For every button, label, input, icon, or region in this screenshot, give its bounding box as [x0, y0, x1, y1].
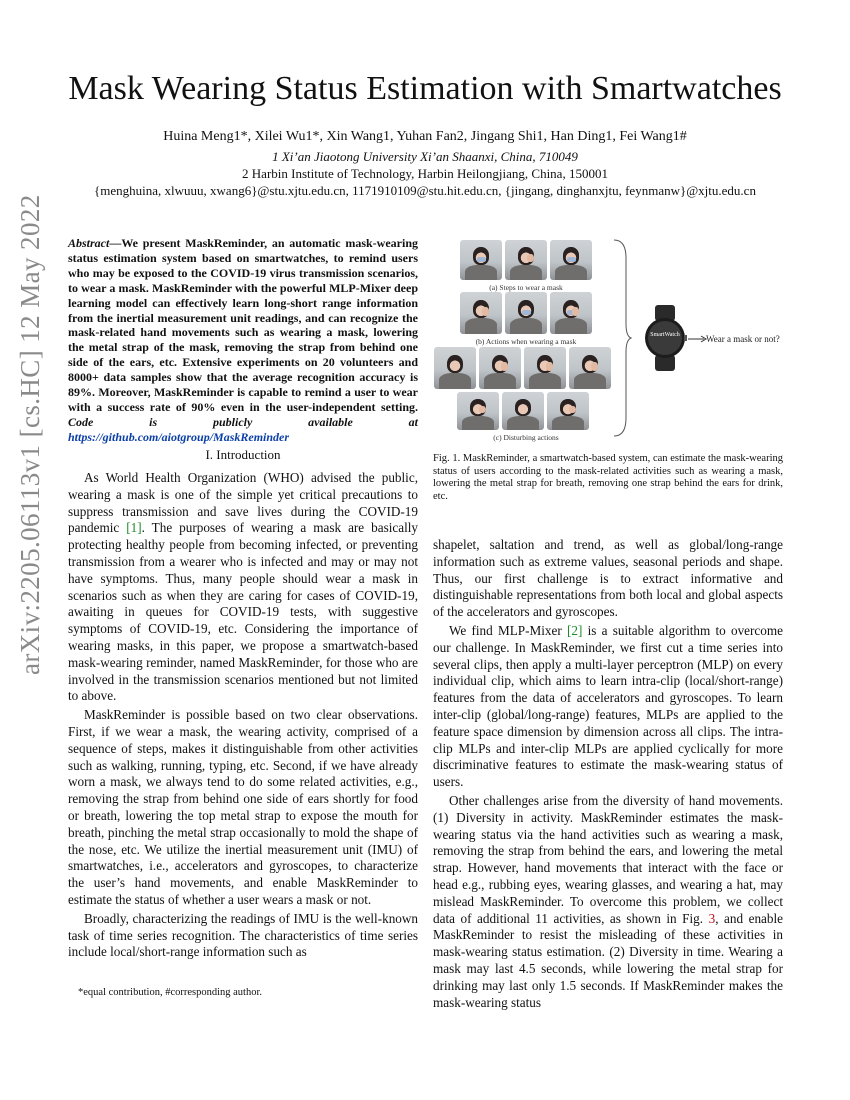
photo	[457, 392, 499, 430]
code-link[interactable]: https://github.com/aiotgroup/MaskReminder	[68, 429, 290, 444]
author-list: Huina Meng1*, Xilei Wu1*, Xin Wang1, Yuhan Fan2, Jingang Shi1, Han Ding1, Fei Wang1#	[163, 129, 687, 144]
figure-label-b: (b) Actions when wearing a mask	[475, 337, 577, 346]
smartwatch-icon	[643, 305, 687, 371]
photo	[505, 240, 547, 280]
output-label: Wear a mask or not?	[706, 334, 780, 344]
figure-label-c: (c) Disturbing actions	[493, 433, 559, 442]
citation-link[interactable]: [2]	[566, 622, 583, 638]
left-column	[68, 470, 418, 961]
paragraph: Broadly, characterizing the readings of IMU is the well-known task of time series recognition. The characteristics of time series include local/short-range information such as	[68, 910, 418, 960]
figure-label-a: (a) Steps to wear a mask	[489, 283, 563, 292]
affiliation-1: 1 Xi’an Jiaotong University Xi’an Shaanxi, China, 710049	[272, 149, 578, 164]
paragraph: Other challenges arise from the diversity of hand movements. (1) Diversity in activity. MaskReminder estimates the mask-wearing status via the hand activities such as wearing a mask, removing the strap from behind the ears, and lowering the metal strap. However, hand movements that interact with the face or head e.g., rubbing eyes, wearing glasses, and wearing a hat, may mislead MaskReminder. To overcome this problem, we collect data of additional 11 activities, as shown in Fig. 3, and enable MaskReminder to resist the misleading of these activities in mask-wearing status estimation. (2) Diversity in time. Wearing a mask may last 4.5 seconds, while lowering the metal strap for drinking may last only 1.5 seconds. If MaskReminder makes the mask-wearing status	[433, 792, 784, 1010]
figure-reference-link[interactable]: 3	[708, 910, 716, 926]
photo	[434, 347, 476, 389]
photo	[547, 392, 589, 430]
abstract-text: —We present MaskReminder, an automatic mask-wearing status estimation system based on smartwatches, to remind users who may be exposed to the COVID-19 virus transmission scenarios, to wear a mask. MaskReminder with the powerful MLP-Mixer deep learning model can effectively learn long-short range information from the inertial measurement unit readings, and can recognize the mask-related hand movements such as wearing a mask, lowering the metal strap of the mask, removing the strap from behind one side of the ears, etc. Extensive experiments on 20 volunteers and 8000+ data samples show that the average recognition accuracy is 89%. Moreover, MaskReminder is capable to remind a user to wear with a success rate of 90% even in the user-independent setting.	[68, 236, 418, 414]
figure-caption: Fig. 1. MaskReminder, a smartwatch-based system, can estimate the mask-wearing status of users according to the mask-related activities such as wearing a mask, lowering the metal strap for breath, removing one strap behind the ears for drink, etc.	[433, 453, 783, 502]
photo	[502, 392, 544, 430]
photo	[550, 240, 592, 280]
photo	[460, 292, 502, 334]
paragraph: We find MLP-Mixer [2] is a suitable algorithm to overcome our challenge. In MaskReminder, we first cut a time series into several clips, then apply a multi-layer perceptron (MLP) on every individual clip, which aims to learn intra-clip (local/short-range) features from the data of accelerators and gyroscopes. To learn inter-clip (global/long-range) features, MLPs are applied to the feature space dimension by dimension across all clips. The intra-clip MLPs and inter-clip MLPs are applied cyclically for more discriminative features to estimate the mask-wearing status of users.	[433, 622, 783, 790]
watch-text: SmartWatch	[650, 332, 680, 338]
abstract	[68, 236, 418, 445]
right-column	[433, 537, 783, 1011]
photo	[524, 347, 566, 389]
code-note: Code is publicly available at	[68, 414, 418, 429]
arrow-right-icon	[688, 334, 708, 344]
paper-title: Mask Wearing Status Estimation with Smartwatches	[68, 70, 782, 107]
photo	[569, 347, 611, 389]
section-heading: I. Introduction	[205, 447, 281, 462]
paragraph: As World Health Organization (WHO) advised the public, wearing a mask is one of the simple yet critical precautions to suppress transmission and save lives during the COVID-19 pandemic [1]. The purposes of wearing a mask are basically protecting healthy people from becoming infected, or preventing transmission from a wearer who is infected and may or may not have symptoms. Thus, many people should wear a mask in scenarios such as when they are caring for cases of COVID-19, awaiting in queues for COVID-19 tests, with suggestive symptoms of COVID-19, etc. Considering the importance of wearing masks, in this paper, we propose a smartwatch-based mask-wearing reminder, named MaskReminder, for those who are involved in the transmission scenarios mentioned but not limited to above.	[68, 470, 419, 704]
footnote: *equal contribution, #corresponding author.	[78, 987, 263, 998]
affiliation-2: 2 Harbin Institute of Technology, Harbin Heilongjiang, China, 150001	[242, 166, 608, 181]
photo	[460, 240, 502, 280]
paragraph: shapelet, saltation and trend, as well as global/long-range information such as extreme values, seasonal periods and shape. Thus, our first challenge is to extract informative and distinguishable representations from both local and global aspects of the accelerators and gyroscopes.	[433, 537, 783, 620]
affiliation-emails: {menghuina, xlwuuu, xwang6}@stu.xjtu.edu.cn, 1171910109@stu.hit.edu.cn, {jingang, dinghanxjtu, feynmanw}@xjtu.edu.cn	[94, 183, 756, 198]
photo	[505, 292, 547, 334]
photo	[550, 292, 592, 334]
paragraph: MaskReminder is possible based on two clear observations. First, if we wear a mask, the wearing activity, comprised of a sequence of steps, makes it distinguishable from other activities such as walking, running, typing, etc. Second, if we have already worn a mask, we always tend to do some related activities, e.g., removing the strap from behind one side of ears shortly for food or breath, lowering the top metal strap to expose the mouth for breath, pinching the metal strap occasionally to mold the shape of the nose, etc. We utilize the inertial measurement unit (IMU) of smartwatches, i.e., accelerators and gyroscopes, to characterize the user’s hand movements, and enable MaskReminder to estimate the status of whether a user wears a mask or not.	[68, 707, 418, 907]
curly-brace-icon	[612, 238, 632, 438]
citation-link[interactable]: [1]	[126, 520, 142, 536]
abstract-label: Abstract	[68, 236, 110, 250]
arxiv-stamp: arXiv:2205.06113v1 [cs.HC] 12 May 2022	[15, 194, 45, 675]
photo	[479, 347, 521, 389]
